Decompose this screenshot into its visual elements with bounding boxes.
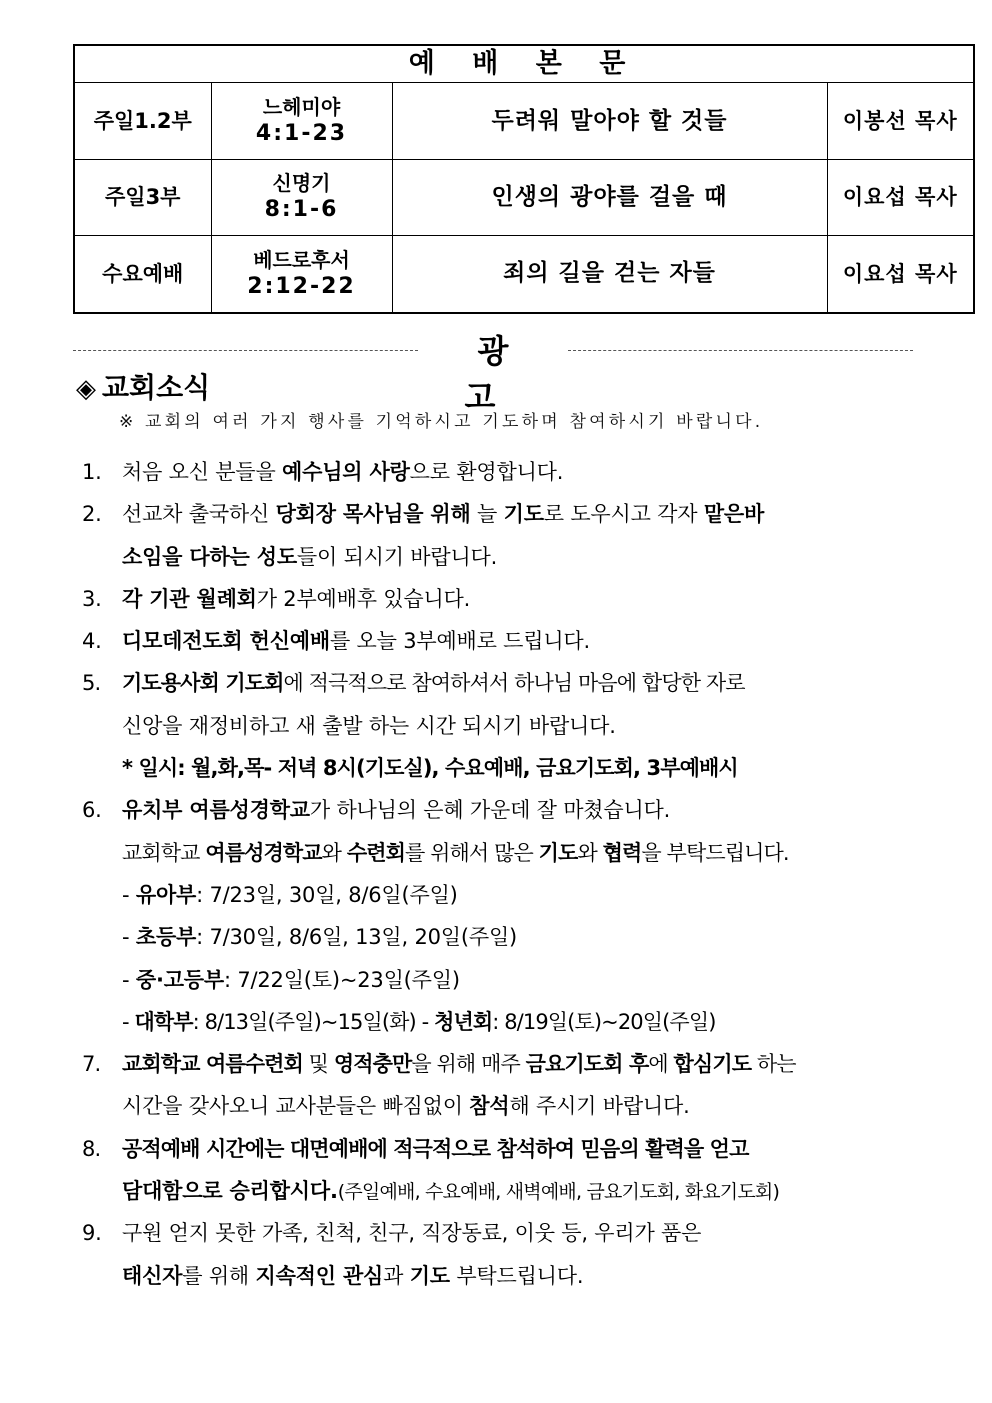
scripture xyxy=(211,236,392,313)
sermon-title: 두려워 말아야 할 것들 xyxy=(392,83,827,160)
scripture-ref: 2:12-22 xyxy=(247,273,356,299)
preacher: 이요섭 목사 xyxy=(827,236,974,313)
list-item-continued xyxy=(82,832,862,874)
list-item-continued xyxy=(82,1170,862,1212)
item-text: 으로 환영합니다. xyxy=(409,460,564,484)
item-text: : 7/30일, 8/6일, 13일, 20일(주일) xyxy=(196,925,518,950)
item-emphasis: 기도 xyxy=(503,502,544,527)
item-emphasis: 여름성경학교 xyxy=(205,840,322,865)
item-emphasis: 대학부 xyxy=(134,1009,193,1034)
item-text: 해 주시기 바랍니다. xyxy=(509,1094,690,1119)
schedule-line xyxy=(82,959,862,1001)
table-row xyxy=(74,160,974,236)
sermon-title: 인생의 광야를 걸을 때 xyxy=(392,160,827,236)
item-text: 를 오늘 3부예배로 드립니다. xyxy=(329,629,590,654)
item-emphasis: 지속적인 관심 xyxy=(255,1263,384,1288)
list-item xyxy=(82,493,862,535)
item-emphasis: 유아부 xyxy=(135,882,197,907)
item-text: - xyxy=(122,967,136,992)
item-emphasis: 담대함으로 승리합시다. xyxy=(122,1179,338,1204)
schedule-line xyxy=(82,747,862,789)
list-item xyxy=(82,1212,862,1254)
scripture-ref: 8:1-6 xyxy=(264,197,339,223)
item-emphasis: 유치부 여름성경학교 xyxy=(122,798,310,823)
list-item xyxy=(82,662,862,704)
list-item xyxy=(82,1128,862,1170)
item-emphasis: 맡은바 xyxy=(703,502,765,527)
dashed-divider xyxy=(73,350,418,351)
item-emphasis: 기도 xyxy=(538,840,578,865)
list-item xyxy=(82,789,862,831)
scripture-book: 느헤미야 xyxy=(262,94,341,119)
sermon-title: 죄의 길을 걷는 자들 xyxy=(392,236,827,313)
scripture-ref: 4:1-23 xyxy=(255,120,348,146)
item-number: 1. xyxy=(82,460,102,484)
item-number: 8. xyxy=(82,1136,101,1161)
list-item-continued xyxy=(82,705,862,747)
item-text: 가 2부예배후 있습니다. xyxy=(256,586,471,611)
item-emphasis: 협력 xyxy=(602,840,642,865)
item-text: - xyxy=(122,882,136,907)
diamond-icon: ◈ xyxy=(76,374,96,404)
list-item xyxy=(82,451,862,493)
list-item-continued xyxy=(82,536,862,578)
item-text: : 8/19일(토)~20일(주일) xyxy=(492,1009,716,1034)
item-number: 6. xyxy=(82,798,102,823)
item-text: 늘 xyxy=(470,502,504,527)
item-number: 7. xyxy=(82,1052,101,1077)
item-emphasis: 디모데전도회 헌신예배 xyxy=(122,629,330,654)
table-row xyxy=(74,236,974,313)
list-item xyxy=(82,620,862,662)
list-item-continued xyxy=(82,1085,862,1127)
list-item-continued xyxy=(82,1255,862,1297)
item-text: 를 위해서 많은 xyxy=(405,840,539,865)
dashed-divider xyxy=(568,350,913,351)
item-emphasis: 중·고등부 xyxy=(135,967,224,992)
schedule-line xyxy=(82,1001,862,1043)
item-text: (주일예배, 수요예배, 새벽예배, 금요기도회, 화요기도회) xyxy=(337,1181,780,1204)
news-note: ※ 교회의 여러 가지 행사를 기억하시고 기도하며 참여하시기 바랍니다. xyxy=(119,412,764,432)
service-name: 수요예배 xyxy=(74,236,211,313)
item-text: - xyxy=(122,925,136,950)
item-text: 에 xyxy=(648,1052,674,1077)
item-text: 부탁드립니다. xyxy=(449,1263,584,1288)
item-text: 들이 되시기 바랍니다. xyxy=(296,544,498,569)
item-number: 5. xyxy=(82,671,101,696)
table-row xyxy=(74,83,974,160)
list-item xyxy=(82,578,862,620)
schedule-line xyxy=(82,916,862,958)
sermon-table-header xyxy=(74,45,974,83)
item-emphasis: 금요기도회 후 xyxy=(525,1052,649,1077)
announcements-title: 광 고 xyxy=(464,332,535,416)
item-text: 시간을 갖사오니 교사분들은 빠짐없이 xyxy=(122,1094,470,1119)
item-text: : 8/13일(주일)~15일(화) - xyxy=(192,1009,435,1034)
service-name: 주일3부 xyxy=(74,160,211,236)
item-emphasis: 초등부 xyxy=(135,925,197,950)
sermon-table-title: 예 배 본 문 xyxy=(74,45,974,83)
item-text: 로 도우시고 각자 xyxy=(543,502,704,527)
item-text: 및 xyxy=(302,1052,334,1077)
item-text: 하는 xyxy=(751,1052,796,1077)
church-news-title: 교회소식 xyxy=(102,371,211,404)
item-text: 과 xyxy=(383,1263,410,1288)
item-emphasis: 당회장 목사님을 위해 xyxy=(275,502,471,527)
item-number: 9. xyxy=(82,1221,102,1246)
item-text: 를 위해 xyxy=(182,1263,256,1288)
item-text: 와 xyxy=(577,840,603,865)
item-emphasis: 합심기도 xyxy=(673,1052,752,1077)
item-text: : 7/23일, 30일, 8/6일(주일) xyxy=(196,882,458,907)
scripture xyxy=(211,160,392,236)
item-emphasis: 수련회 xyxy=(346,840,405,865)
item-text: 와 xyxy=(321,840,347,865)
item-emphasis: 기도용사회 기도회 xyxy=(122,671,284,696)
preacher: 이요섭 목사 xyxy=(827,160,974,236)
item-emphasis: 참석 xyxy=(469,1094,510,1119)
item-number: 3. xyxy=(82,586,102,611)
item-emphasis: 공적예배 시간에는 대면예배에 적극적으로 참석하여 믿음의 활력을 얻고 xyxy=(122,1136,749,1161)
service-name: 주일1.2부 xyxy=(74,83,211,160)
scripture xyxy=(211,83,392,160)
preacher: 이봉선 목사 xyxy=(827,83,974,160)
item-number: 4. xyxy=(82,629,102,654)
item-text: 구원 얻지 못한 가족, 친척, 친구, 직장동료, 이웃 등, 우리가 품은 xyxy=(122,1221,702,1246)
list-item xyxy=(82,1043,862,1085)
item-number: 2. xyxy=(82,502,102,527)
item-emphasis: 영적충만 xyxy=(333,1052,412,1077)
church-news-heading xyxy=(76,366,210,406)
sermon-table xyxy=(73,44,975,314)
item-text: - xyxy=(122,1009,135,1034)
item-text: 선교차 출국하신 xyxy=(122,502,276,527)
item-text: 처음 오신 분들을 xyxy=(122,460,283,484)
scripture-book: 신명기 xyxy=(272,171,331,196)
item-text: 을 부탁드립니다. xyxy=(641,840,789,865)
announcement-list xyxy=(82,451,862,1297)
item-text: 가 하나님의 은혜 가운데 잘 마쳤습니다. xyxy=(309,798,671,823)
item-emphasis: 예수님의 사랑 xyxy=(282,460,410,484)
item-text: : 7/22일(토)~23일(주일) xyxy=(223,967,460,992)
item-text: 에 적극적으로 참여하셔서 하나님 마음에 합당한 자로 xyxy=(283,671,745,696)
schedule-line xyxy=(82,874,862,916)
item-emphasis: * 일시: 월,화,목- 저녁 8시(기도실), 수요예배, 금요기도회, 3부예배시 xyxy=(122,756,738,781)
item-text: 을 위해 매주 xyxy=(411,1052,526,1077)
item-emphasis: 태신자 xyxy=(122,1263,183,1288)
item-emphasis: 청년회 xyxy=(434,1009,493,1034)
item-emphasis: 교회학교 여름수련회 xyxy=(122,1052,303,1077)
item-emphasis: 소임을 다하는 성도 xyxy=(122,544,297,569)
item-emphasis: 기도 xyxy=(409,1263,450,1288)
item-text: 신앙을 재정비하고 새 출발 하는 시간 되시기 바랍니다. xyxy=(122,713,616,738)
item-text: 교회학교 xyxy=(122,840,206,865)
item-emphasis: 각 기관 월례회 xyxy=(122,586,257,611)
scripture-book: 베드로후서 xyxy=(253,247,350,272)
